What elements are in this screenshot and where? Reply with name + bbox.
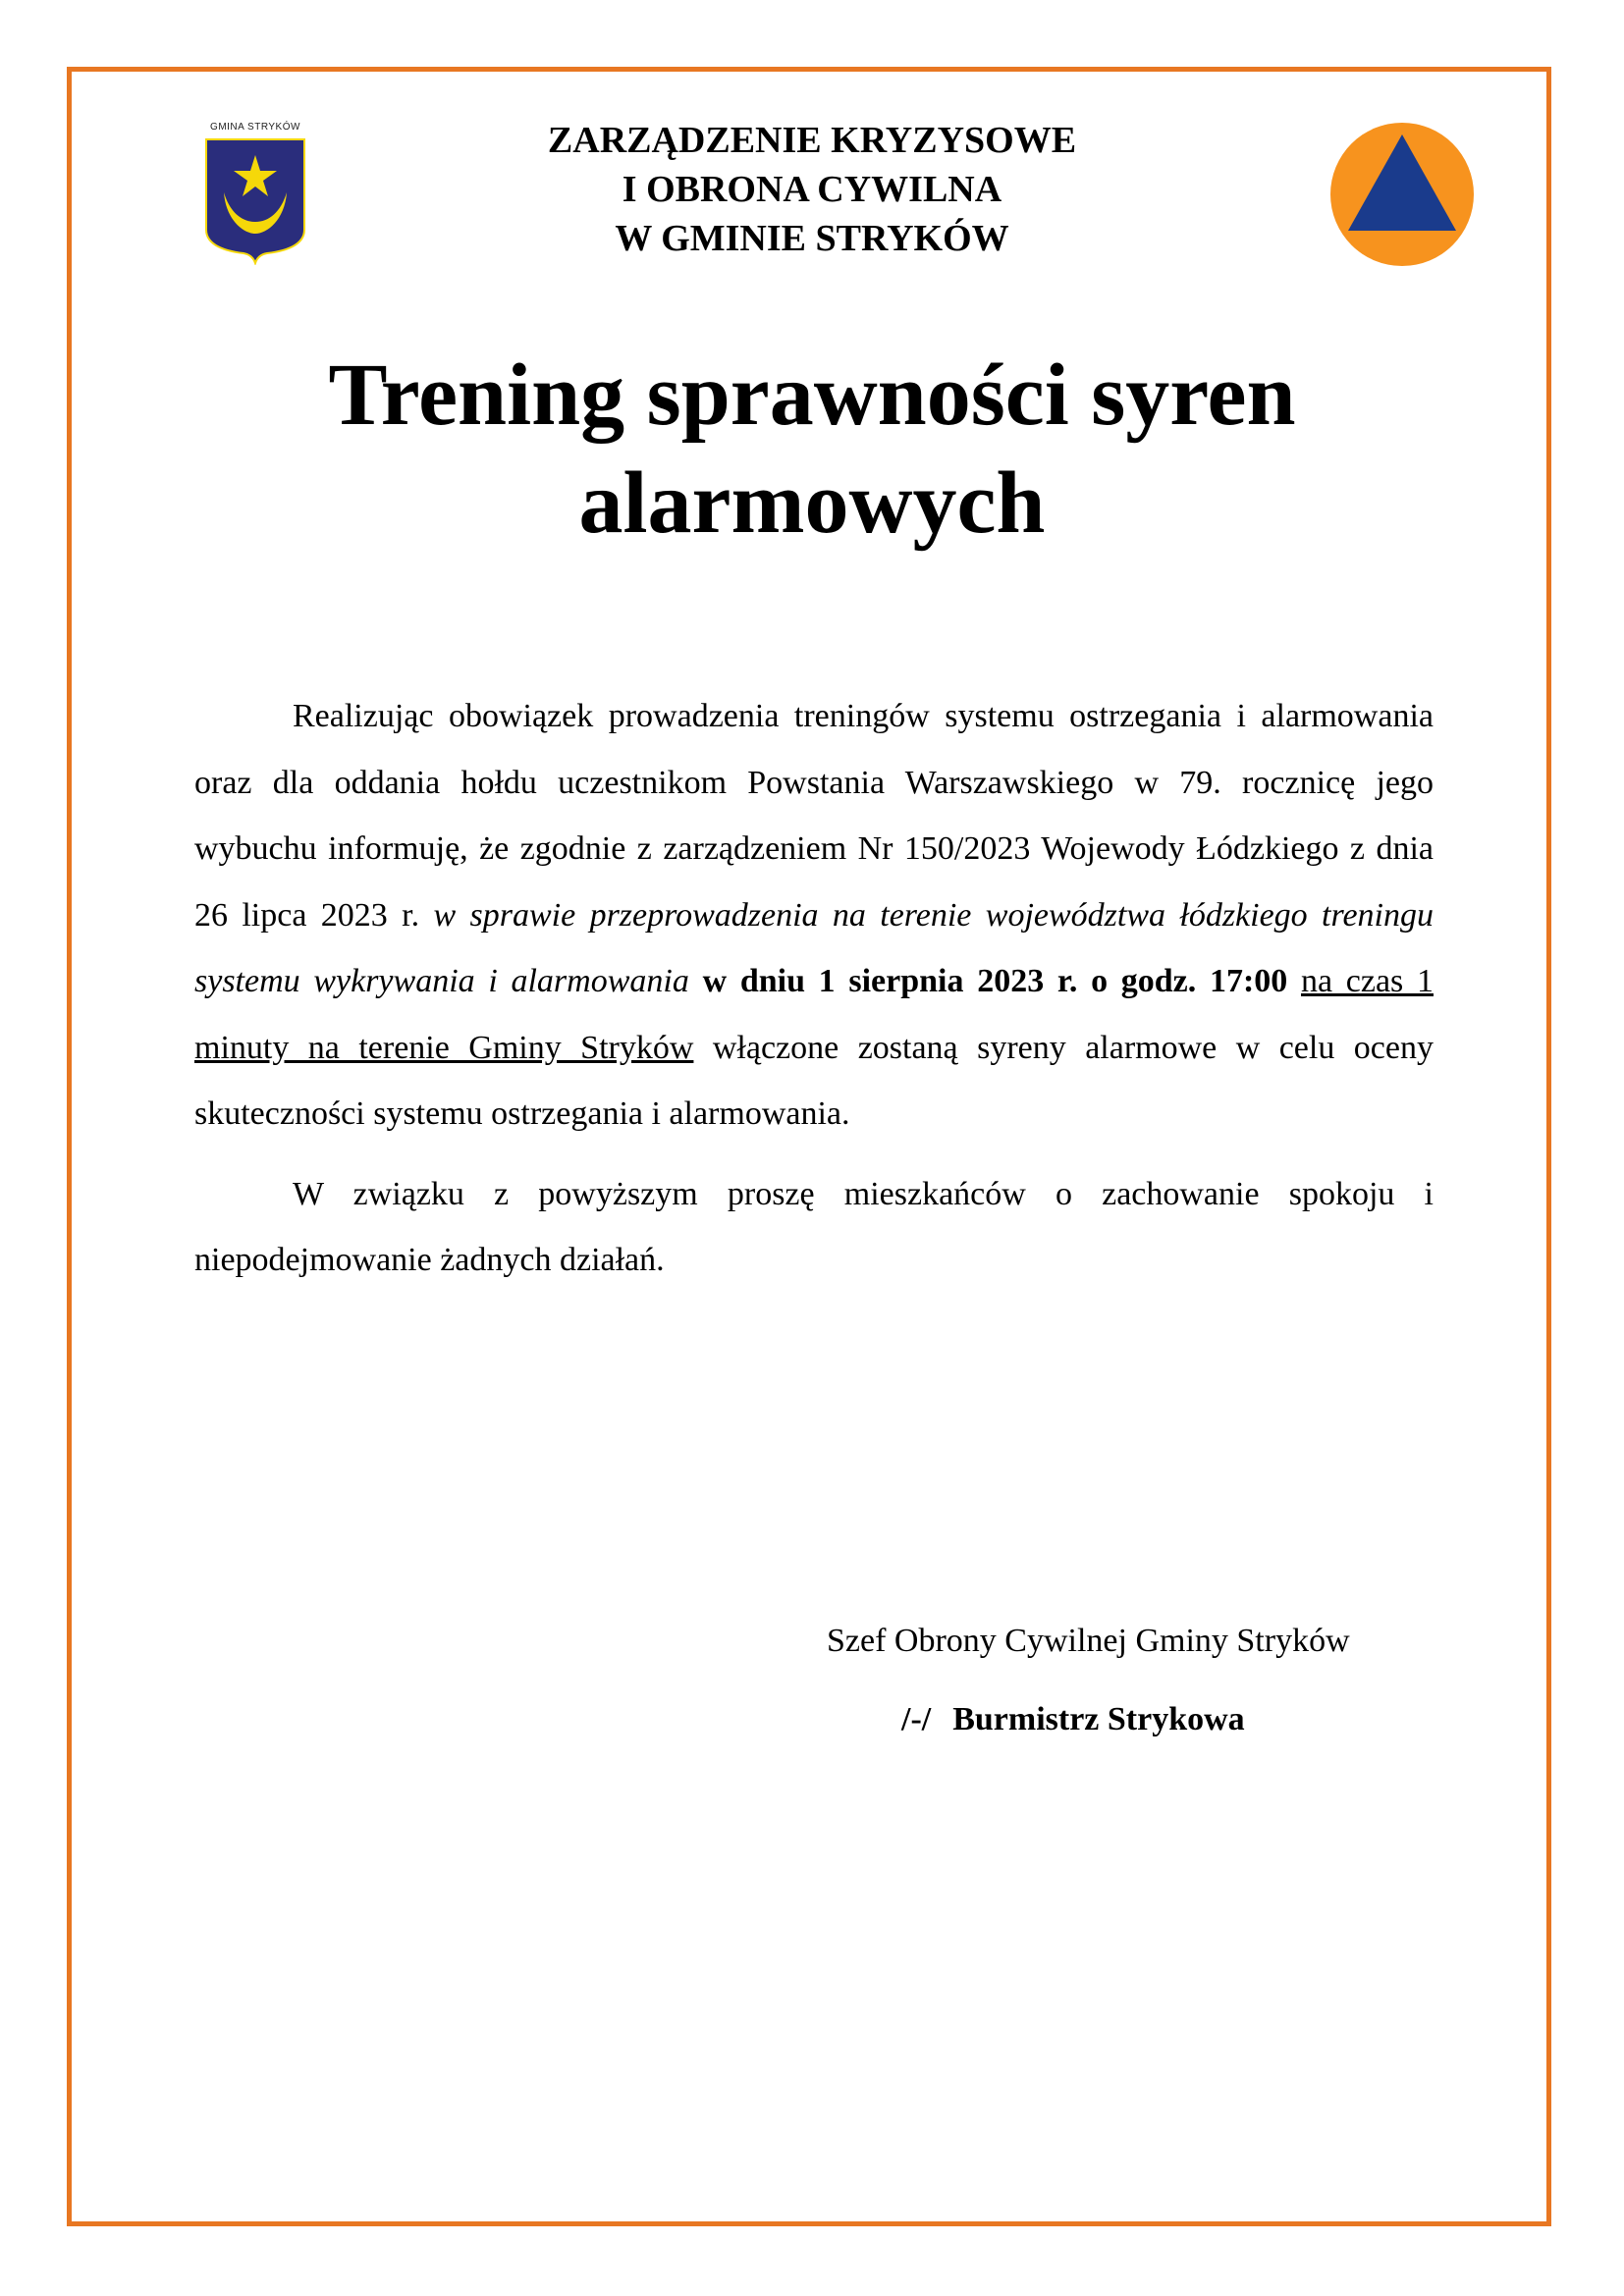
announcement-body (194, 683, 1434, 1294)
paragraph-1-intro: Realizując obowiązek prowadzenia treningów systemu ostrzegania i alarmowania oraz dla oddania hołdu uczestnikom Powstania Warszawskiego w 79. rocznicę jego wybuchu informuję, że zgodnie z zarządzeniem Nr 150/2023 Wojewody Łódzkiego z dnia 26 lipca 2023 r. (194, 698, 1434, 934)
paragraph-1-bold-date: w dniu 1 sierpnia 2023 r. o godz. 17:00 (702, 963, 1288, 999)
title-line-1: Trening sprawności syren (328, 347, 1296, 444)
header-line-3: W GMINIE STRYKÓW (615, 218, 1009, 259)
signature-role: Szef Obrony Cywilnej Gminy Stryków (827, 1623, 1350, 1659)
crest-label: GMINA STRYKÓW (210, 122, 300, 133)
header-line-1: ZARZĄDZENIE KRYZYSOWE (547, 120, 1077, 161)
paragraph-1-underline: na czas 1 minuty na terenie Gminy Stryków (194, 963, 1434, 1066)
header-title (393, 116, 1231, 263)
paragraph-1-space-2 (1287, 963, 1301, 999)
coat-of-arms-star-crescent-icon (202, 135, 308, 265)
paragraph-2: W związku z powyższym proszę mieszkańców o zachowanie spokoju i niepodejmowanie żadnych działań. (194, 1175, 1434, 1278)
paragraph-1-rest: włączone zostaną syreny alarmowe w celu oceny skuteczności systemu ostrzegania i alarmowania. (194, 1029, 1434, 1132)
paragraph-1 (194, 683, 1434, 1148)
document-title (177, 342, 1447, 558)
civil-defence-logo (1328, 121, 1476, 268)
signature-name-line (901, 1698, 1392, 1741)
signature-prefix: /-/ (901, 1701, 932, 1737)
title-line-2: alarmowych (578, 454, 1046, 552)
header-line-2: I OBRONA CYWILNA (622, 169, 1002, 210)
paragraph-1-italic: w sprawie przeprowadzenia na terenie województwa łódzkiego treningu systemu wykrywania i alarmowania (194, 896, 1434, 999)
gmina-strykow-crest (196, 122, 314, 269)
civil-defence-triangle-icon (1328, 121, 1476, 268)
signature-name: Burmistrz Strykowa (952, 1701, 1245, 1737)
paragraph-1-space (689, 963, 703, 999)
